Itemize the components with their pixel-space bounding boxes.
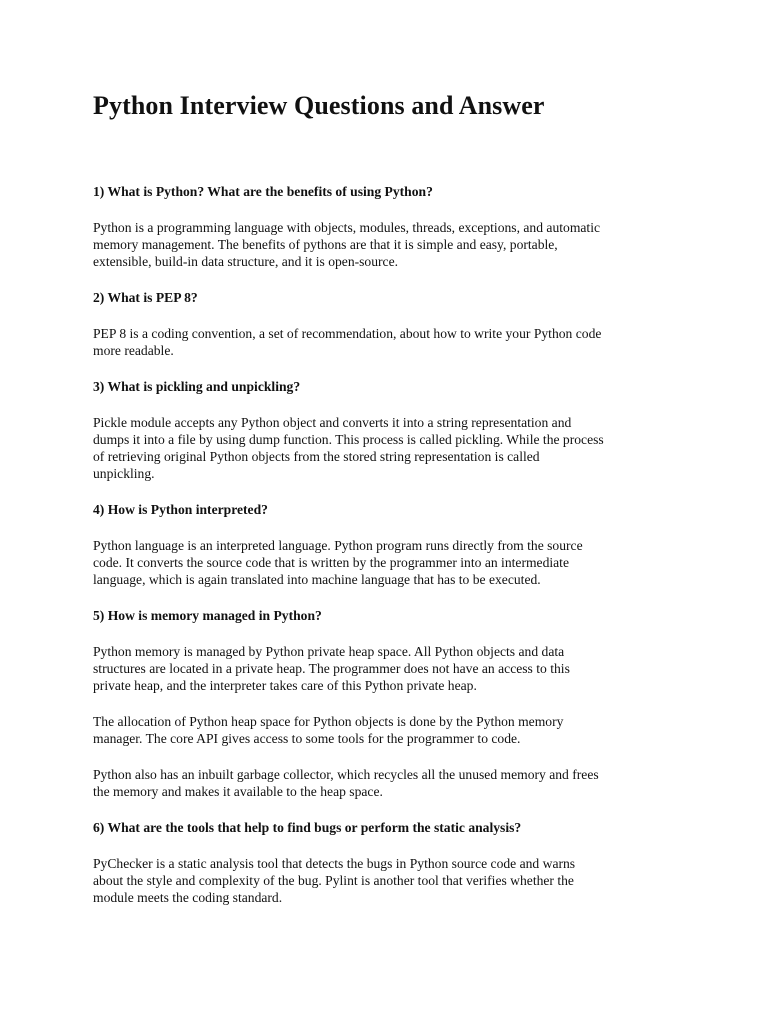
answer-paragraph: Python also has an inbuilt garbage collector, which recycles all the unused memory and frees the memory and makes it available to the heap space. [93,767,599,799]
document-title: Python Interview Questions and Answer [93,91,545,120]
question-heading: 1) What is Python? What are the benefits of using Python? [93,184,433,199]
qa-section-6 [93,819,693,906]
qa-section-5 [93,607,693,800]
qa-section-2 [93,289,693,359]
question-heading: 3) What is pickling and unpickling? [93,379,301,394]
answer-paragraph: Pickle module accepts any Python object and converts it into a string representation and dumps it into a file by using dump function. This process is called pickling. While the process of retrieving original Python objects from the stored string representation is called unpickling. [93,415,604,481]
answer-paragraph: Python language is an interpreted language. Python program runs directly from the source code. It converts the source code that is written by the programmer into an intermediate language, which is again translated into machine language that has to be executed. [93,538,583,587]
qa-section-3 [93,378,693,482]
answer-paragraph: PyChecker is a static analysis tool that detects the bugs in Python source code and warns about the style and complexity of the bug. Pylint is another tool that verifies whether the module meets the coding standard. [93,856,576,905]
answer-paragraph: Python is a programming language with objects, modules, threads, exceptions, and automatic memory management. The benefits of pythons are that it is simple and easy, portable, extensible, build-in data structure, and it is open-source. [93,220,601,269]
question-heading: 2) What is PEP 8? [93,290,198,305]
question-heading: 4) How is Python interpreted? [93,502,268,517]
question-heading: 6) What are the tools that help to find bugs or perform the static analysis? [93,820,522,835]
qa-section-4 [93,501,693,588]
answer-paragraph: PEP 8 is a coding convention, a set of recommendation, about how to write your Python code more readable. [93,326,602,358]
document-content [93,86,693,925]
qa-section-1 [93,183,693,270]
answer-paragraph: The allocation of Python heap space for Python objects is done by the Python memory manager. The core API gives access to some tools for the programmer to code. [93,714,564,746]
answer-paragraph: Python memory is managed by Python private heap space. All Python objects and data structures are located in a private heap. The programmer does not have an access to this private heap, and the interpreter takes care of this Python private heap. [93,644,570,693]
question-heading: 5) How is memory managed in Python? [93,608,322,623]
